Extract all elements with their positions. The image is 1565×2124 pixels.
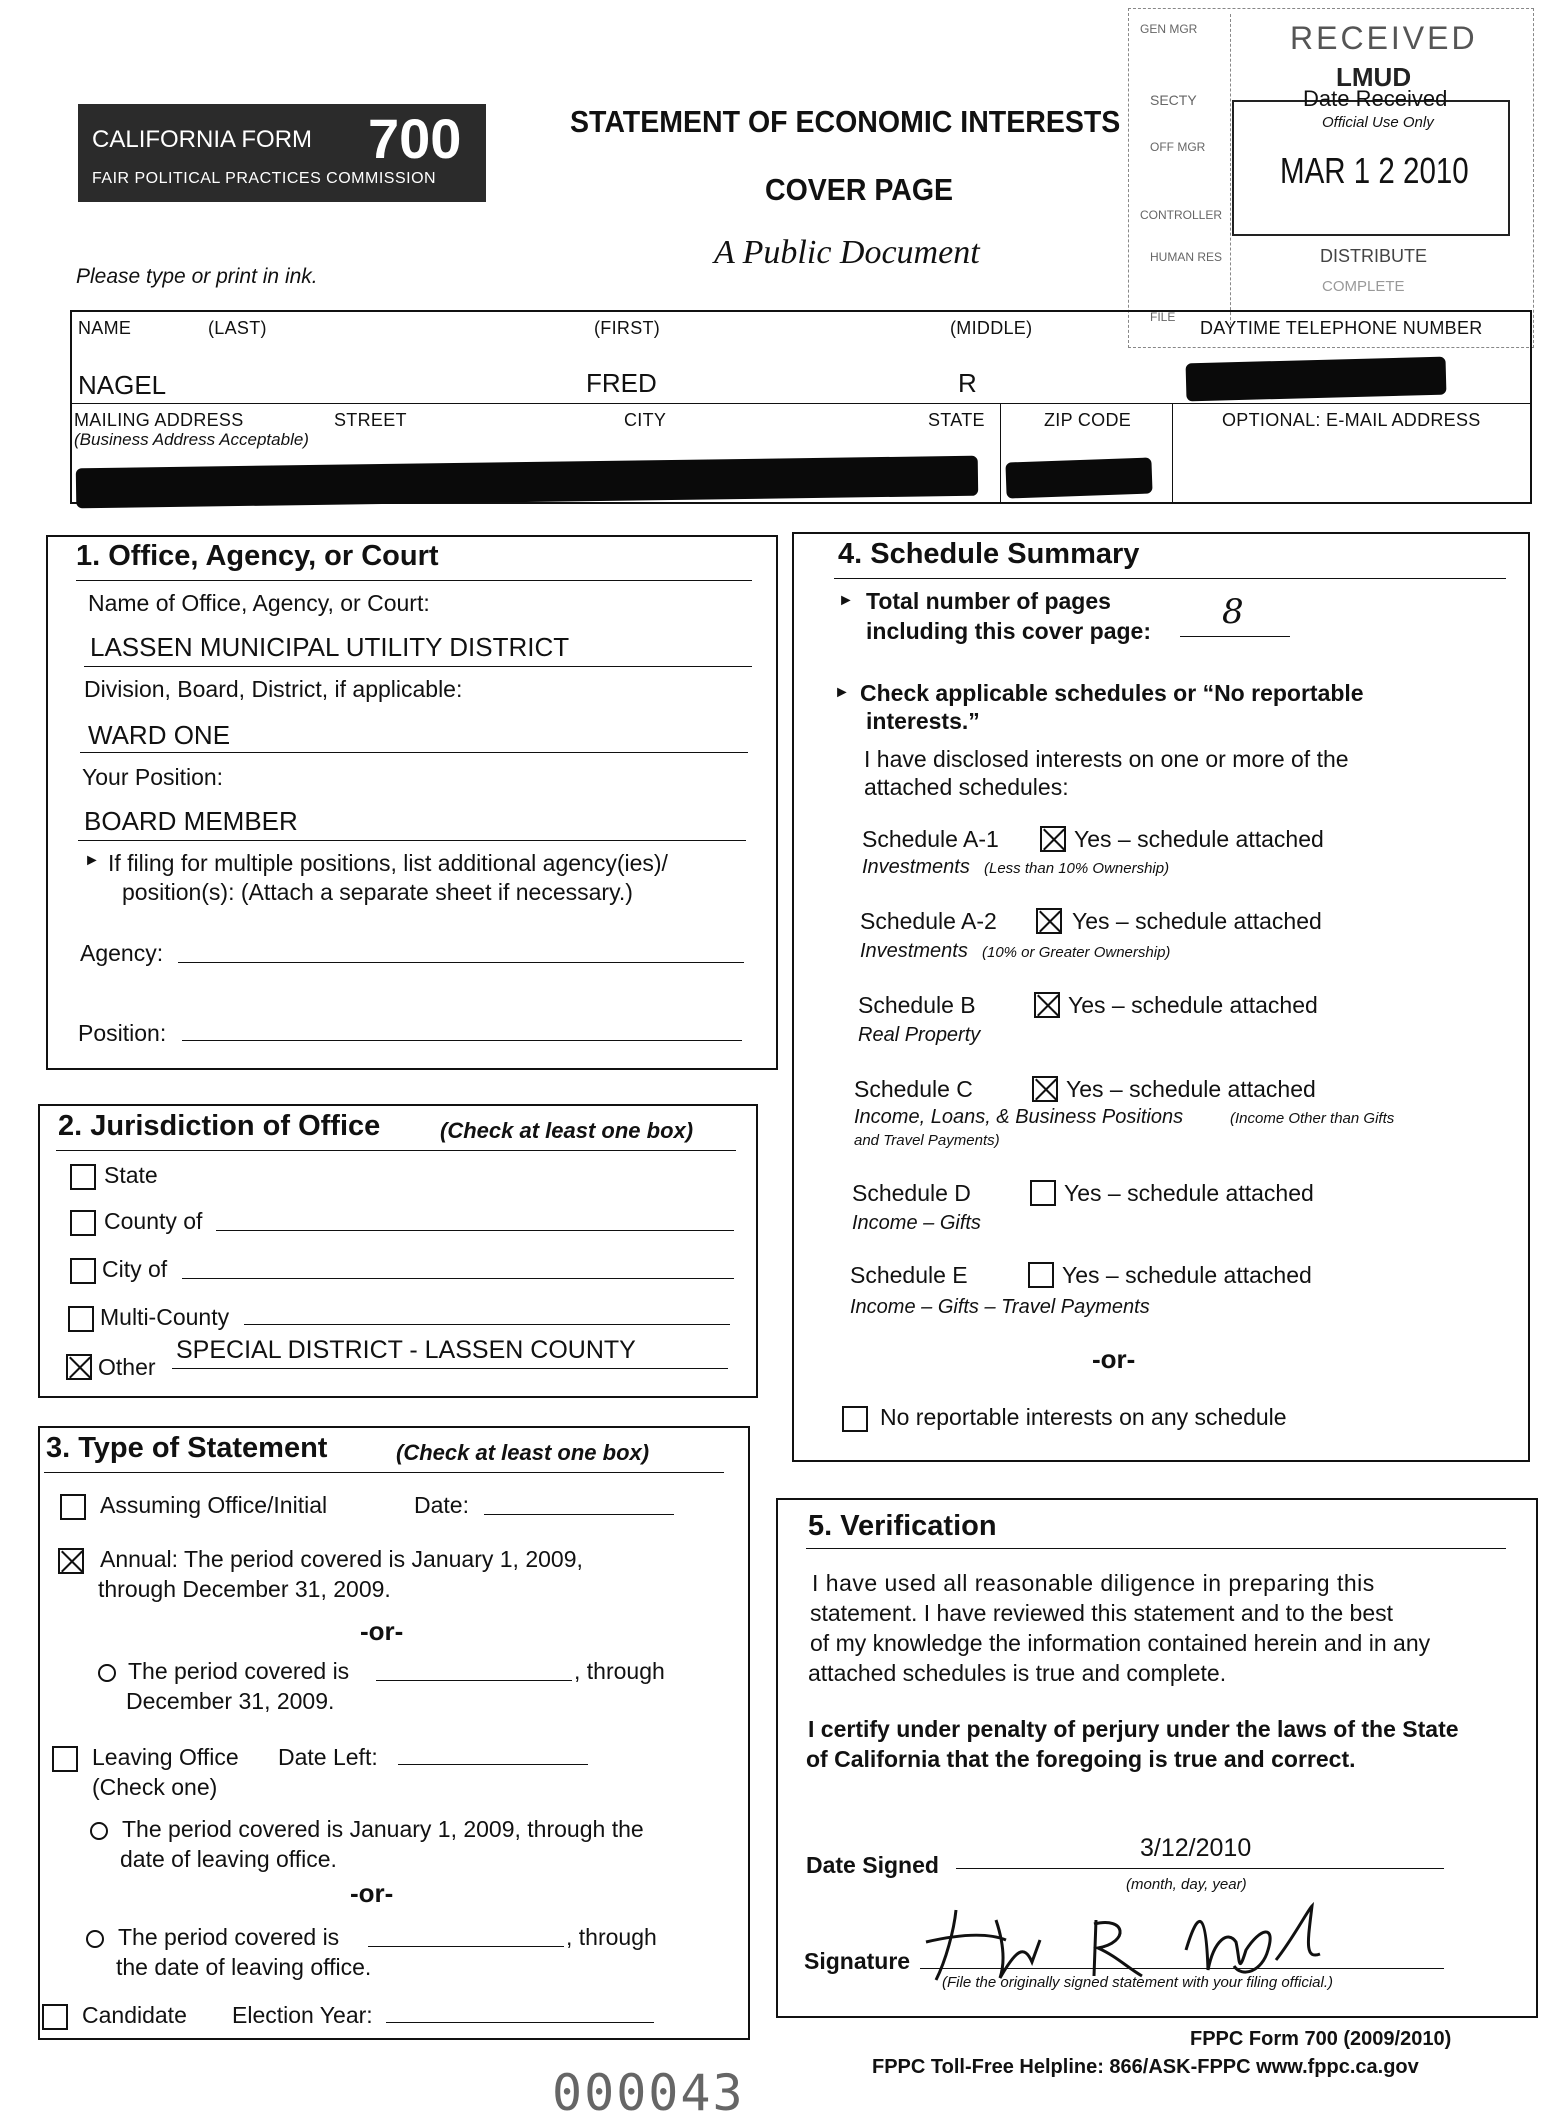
schedule-c-desc-small: (Income Other than Gifts [1230, 1110, 1395, 1127]
section3-note: (Check at least one box) [396, 1440, 650, 1465]
leaving-option1-text-1: The period covered is January 1, 2009, through the [122, 1816, 644, 1842]
office-field[interactable]: LASSEN MUNICIPAL UTILITY DISTRICT [90, 632, 570, 662]
stamp-label: FILE [1150, 310, 1176, 324]
or-separator-2: -or- [350, 1878, 394, 1908]
name-label: NAME [78, 318, 132, 338]
date-signed-line [956, 1868, 1444, 1869]
mailing-note: (Business Address Acceptable) [74, 430, 309, 449]
section3-title: 3. Type of Statement [46, 1432, 328, 1464]
mailing-address-label: MAILING ADDRESS [74, 410, 244, 430]
multi-county-label: Multi-County [100, 1304, 230, 1330]
zip-divider-right [1172, 403, 1173, 503]
section2-title-rule [56, 1150, 736, 1151]
leaving-option2-text-1a: The period covered is [118, 1924, 340, 1950]
stamp-label: GEN MGR [1140, 22, 1198, 36]
assuming-date-label: Date: [414, 1492, 469, 1518]
form-subtitle: COVER PAGE [765, 172, 954, 207]
form-badge-sub: FAIR POLITICAL PRACTICES COMMISSION [92, 170, 437, 187]
no-reportable-label: No reportable interests on any schedule [880, 1404, 1287, 1430]
other-label: Other [98, 1354, 156, 1380]
last-name-label: (LAST) [208, 318, 267, 338]
division-label: Division, Board, District, if applicable: [84, 676, 463, 702]
schedule-c-desc-small-2: and Travel Payments) [854, 1132, 1000, 1149]
leaving-option2-text-2: the date of leaving office. [116, 1954, 372, 1980]
phone-redaction [1186, 357, 1447, 402]
schedule-b-desc: Real Property [858, 1024, 981, 1046]
election-year-label: Election Year: [232, 2002, 373, 2028]
total-pages-field-line [1180, 636, 1290, 637]
disclosed-text-2: attached schedules: [864, 774, 1069, 800]
other-checkbox[interactable] [66, 1354, 92, 1380]
verification-para-1: I have used all reasonable diligence in preparing this [812, 1570, 1375, 1596]
section5-title-rule [806, 1548, 1506, 1549]
form-id: FPPC Form 700 (2009/2010) [1190, 2028, 1452, 2050]
position-field[interactable]: BOARD MEMBER [84, 806, 298, 836]
position2-field[interactable] [182, 1040, 742, 1041]
leaving-office-label: Leaving Office [92, 1744, 239, 1770]
schedule-d-desc: Income – Gifts [852, 1212, 981, 1234]
stamp-label: OFF MGR [1150, 140, 1206, 154]
no-reportable-checkbox[interactable] [842, 1406, 868, 1432]
check-one-note: (Check one) [92, 1774, 218, 1800]
name-row-divider [70, 403, 1532, 404]
form-badge-title: CALIFORNIA FORM [92, 126, 313, 153]
stamp-label: CONTROLLER [1140, 208, 1223, 222]
position-label: Your Position: [82, 764, 224, 790]
helpline: FPPC Toll-Free Helpline: 866/ASK-FPPC www.fppc.ca.gov [872, 2056, 1419, 2078]
section1-title: 1. Office, Agency, or Court [76, 540, 439, 572]
leaving-option1-text-2: date of leaving office. [120, 1846, 337, 1872]
form-title: STATEMENT OF ECONOMIC INTERESTS [570, 104, 1121, 139]
county-checkbox[interactable] [70, 1210, 96, 1236]
annual-text-1: Annual: The period covered is January 1, 2009, [100, 1546, 583, 1572]
date-signed-label: Date Signed [806, 1852, 939, 1878]
office-label: Name of Office, Agency, or Court: [88, 590, 430, 616]
schedule-b-label: Schedule B [858, 992, 976, 1018]
last-name-field[interactable]: NAGEL [78, 370, 167, 400]
schedule-a1-yes: Yes – schedule attached [1074, 826, 1324, 852]
county-label: County of [104, 1208, 203, 1234]
multi-position-text-1: If filing for multiple positions, list additional agency(ies)/ [108, 850, 668, 876]
schedule-d-checkbox[interactable] [1030, 1180, 1056, 1206]
other-field[interactable]: SPECIAL DISTRICT - LASSEN COUNTY [176, 1336, 636, 1364]
assuming-date-field[interactable] [484, 1514, 674, 1515]
verification-para-3: of my knowledge the information contained herein and in any [810, 1630, 1431, 1656]
schedule-e-label: Schedule E [850, 1262, 968, 1288]
schedule-a1-checkbox[interactable] [1040, 826, 1066, 852]
schedule-d-yes: Yes – schedule attached [1064, 1180, 1314, 1206]
leaving-option1-radio[interactable] [90, 1822, 108, 1840]
verification-para-4: attached schedules is true and complete. [808, 1660, 1227, 1686]
assuming-office-label: Assuming Office/Initial [100, 1492, 328, 1518]
date-format-note: (month, day, year) [1126, 1876, 1247, 1893]
section1-title-rule [76, 580, 752, 581]
stamp-label: SECTY [1150, 92, 1197, 108]
first-name-field[interactable]: FRED [586, 368, 657, 398]
stamp-divider [1230, 14, 1231, 330]
form-badge [78, 104, 486, 202]
schedule-a1-label: Schedule A-1 [862, 826, 999, 852]
or-separator-1: -or- [360, 1616, 404, 1646]
stamp-agency: LMUD [1336, 62, 1412, 92]
signature-label: Signature [804, 1948, 911, 1974]
multi-county-field[interactable] [244, 1324, 730, 1325]
middle-name-label: (MIDDLE) [950, 318, 1033, 338]
schedule-or-separator: -or- [1092, 1344, 1136, 1374]
leaving-option2-radio[interactable] [86, 1930, 104, 1948]
stamp-received-text: RECEIVED [1290, 20, 1478, 56]
schedule-e-yes: Yes – schedule attached [1062, 1262, 1312, 1288]
certify-text-2: of California that the foregoing is true and correct. [806, 1746, 1356, 1772]
state-label: State [104, 1162, 158, 1188]
section2-note: (Check at least one box) [440, 1118, 694, 1143]
multi-position-text-2: position(s): (Attach a separate sheet if necessary.) [122, 879, 633, 905]
zip-label: ZIP CODE [1044, 410, 1132, 430]
period-text-1a: The period covered is [128, 1658, 350, 1684]
state-checkbox[interactable] [70, 1164, 96, 1190]
date-signed-field[interactable]: 3/12/2010 [1140, 1834, 1252, 1862]
disclosed-text-1: I have disclosed interests on one or more of the [864, 746, 1349, 772]
agency-field[interactable] [178, 962, 744, 963]
division-field-line [80, 752, 748, 753]
schedule-a2-desc-small: (10% or Greater Ownership) [982, 944, 1171, 961]
candidate-label: Candidate [82, 2002, 187, 2028]
official-use-label: Official Use Only [1322, 114, 1434, 131]
schedule-c-label: Schedule C [854, 1076, 973, 1102]
section2-title: 2. Jurisdiction of Office [58, 1110, 381, 1142]
schedule-e-desc: Income – Gifts – Travel Payments [850, 1296, 1150, 1318]
email-label: OPTIONAL: E-MAIL ADDRESS [1222, 410, 1481, 430]
leaving-office-checkbox[interactable] [52, 1746, 78, 1772]
annual-text-2: through December 31, 2009. [98, 1576, 391, 1602]
election-year-field[interactable] [386, 2022, 654, 2023]
first-name-label: (FIRST) [594, 318, 661, 338]
other-field-line [172, 1368, 728, 1369]
page-stamp-number: 000043 [552, 2064, 745, 2122]
check-arrow-icon: ► [834, 684, 850, 701]
schedule-b-yes: Yes – schedule attached [1068, 992, 1318, 1018]
stamp-complete: COMPLETE [1322, 278, 1405, 295]
city-field[interactable] [182, 1278, 734, 1279]
schedule-a1-desc: Investments [862, 856, 970, 878]
period-start-date-field[interactable] [376, 1680, 572, 1681]
section4-title-rule [834, 578, 1506, 579]
section4-title: 4. Schedule Summary [838, 538, 1140, 570]
assuming-office-checkbox[interactable] [60, 1494, 86, 1520]
verification-para-2: statement. I have reviewed this statement and to the best [810, 1600, 1393, 1626]
schedule-a2-checkbox[interactable] [1036, 908, 1062, 934]
schedule-a1-desc-small: (Less than 10% Ownership) [984, 860, 1170, 877]
date-left-field[interactable] [398, 1764, 588, 1765]
stamp-distribute: DISTRIBUTE [1320, 246, 1428, 266]
total-pages-field[interactable]: 8 [1222, 592, 1244, 632]
section5-title: 5. Verification [808, 1510, 997, 1542]
state-label: STATE [928, 410, 985, 430]
signature-note: (File the originally signed statement with your filing official.) [942, 1974, 1334, 1991]
check-schedules-text-1: Check applicable schedules or “No reportable [860, 680, 1364, 706]
schedule-c-desc: Income, Loans, & Business Positions [854, 1106, 1184, 1128]
city-label: City of [102, 1256, 168, 1282]
leaving-start-date-field[interactable] [368, 1946, 564, 1947]
city-checkbox[interactable] [70, 1258, 96, 1284]
schedule-a2-label: Schedule A-2 [860, 908, 997, 934]
public-document-label: A Public Document [714, 234, 980, 271]
multi-county-checkbox[interactable] [68, 1306, 94, 1332]
schedule-b-checkbox[interactable] [1034, 992, 1060, 1018]
zip-redaction [1005, 457, 1152, 498]
period-text-1b: , through [574, 1658, 665, 1684]
pages-arrow-icon: ► [838, 592, 854, 609]
leaving-option2-text-1b: , through [566, 1924, 657, 1950]
date-received-label: Date Received [1303, 86, 1448, 111]
certify-text-1: I certify under penalty of perjury under the laws of the State [808, 1716, 1459, 1742]
division-field[interactable]: WARD ONE [88, 720, 231, 750]
street-label: STREET [334, 410, 407, 430]
stamp-date: MAR 1 2 2010 [1280, 150, 1469, 191]
schedule-e-checkbox[interactable] [1028, 1262, 1054, 1288]
period-text-2: December 31, 2009. [126, 1688, 335, 1714]
schedule-a2-desc: Investments [860, 940, 968, 962]
schedule-c-checkbox[interactable] [1032, 1076, 1058, 1102]
schedule-a2-yes: Yes – schedule attached [1072, 908, 1322, 934]
period-radio[interactable] [98, 1664, 116, 1682]
multi-arrow-icon: ► [84, 852, 100, 869]
position2-label: Position: [78, 1020, 167, 1046]
city-label: CITY [624, 410, 667, 430]
office-field-line [84, 666, 752, 667]
middle-name-field[interactable]: R [958, 368, 977, 398]
schedule-d-label: Schedule D [852, 1180, 971, 1206]
schedule-c-yes: Yes – schedule attached [1066, 1076, 1316, 1102]
candidate-checkbox[interactable] [42, 2004, 68, 2030]
form-badge-number: 700 [368, 107, 462, 170]
position-field-line [78, 840, 746, 841]
check-schedules-text-2: interests.” [866, 708, 980, 734]
zip-divider-left [1000, 403, 1001, 503]
total-pages-text-1: Total number of pages [866, 588, 1111, 614]
annual-checkbox[interactable] [58, 1548, 84, 1574]
agency-label: Agency: [80, 940, 164, 966]
county-field[interactable] [216, 1230, 734, 1231]
stamp-label: HUMAN RES [1150, 250, 1223, 264]
ink-instruction: Please type or print in ink. [76, 265, 318, 288]
phone-label: DAYTIME TELEPHONE NUMBER [1200, 318, 1483, 338]
section3-title-rule [44, 1472, 724, 1473]
total-pages-text-2: including this cover page: [866, 618, 1151, 644]
date-left-label: Date Left: [278, 1744, 378, 1770]
